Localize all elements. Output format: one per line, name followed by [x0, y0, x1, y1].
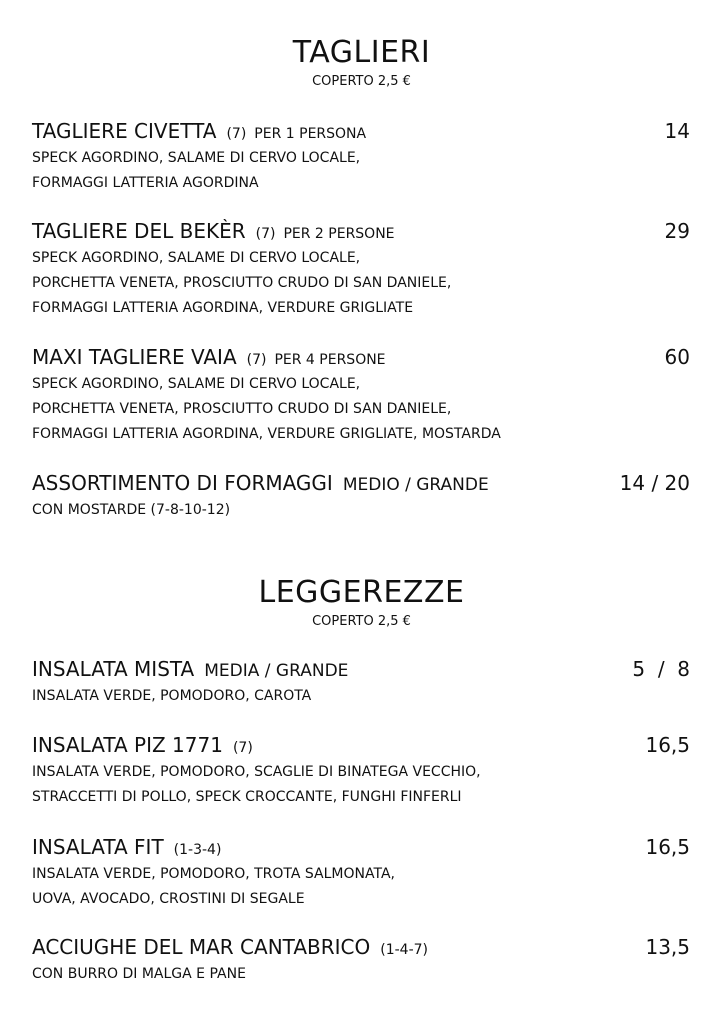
item-description	[32, 146, 692, 196]
item-variant: MEDIA / GRANDE	[204, 661, 349, 681]
description-line: SPECK AGORDINO, SALAME DI CERVO LOCALE,	[32, 376, 361, 392]
item-description	[32, 498, 692, 523]
item-price: 14	[664, 119, 690, 143]
description-line: SPECK AGORDINO, SALAME DI CERVO LOCALE,	[32, 150, 361, 166]
item-price: 16,5	[645, 835, 690, 859]
menu-item-assortimento-formaggi	[32, 470, 692, 523]
description-line: PORCHETTA VENETA, PROSCIUTTO CRUDO DI SAN DANIELE,	[32, 401, 452, 417]
coperto-note: COPERTO 2,5 €	[312, 74, 411, 89]
item-price: 13,5	[645, 935, 690, 959]
item-allergens: (7)	[232, 740, 253, 756]
menu-item-tagliere-civetta	[32, 118, 692, 196]
description-line: CON MOSTARDE (7-8-10-12)	[32, 502, 231, 518]
item-name: ACCIUGHE DEL MAR CANTABRICO	[32, 935, 371, 959]
item-price: 16,5	[645, 733, 690, 757]
item-description	[32, 684, 692, 709]
item-variant: MEDIO / GRANDE	[342, 475, 489, 495]
menu-item-insalata-piz-1771	[32, 732, 692, 810]
section-leggerezze	[0, 576, 723, 630]
item-allergens: (7)	[226, 126, 247, 142]
item-description	[32, 372, 692, 447]
item-description	[32, 760, 692, 810]
item-description	[32, 962, 692, 987]
description-line: CON BURRO DI MALGA E PANE	[32, 966, 246, 982]
item-portion: PER 2 PERSONE	[283, 226, 395, 242]
item-allergens: (1-4-7)	[380, 942, 428, 958]
item-portion: PER 1 PERSONA	[254, 126, 367, 142]
item-price: 29	[664, 219, 690, 243]
item-name: INSALATA PIZ 1771	[32, 733, 223, 757]
section-title: TAGLIERI	[292, 35, 431, 70]
coperto-note: COPERTO 2,5 €	[312, 614, 411, 629]
description-line: FORMAGGI LATTERIA AGORDINA	[32, 175, 259, 191]
section-taglieri	[0, 36, 723, 90]
description-line: FORMAGGI LATTERIA AGORDINA, VERDURE GRIGLIATE	[32, 300, 414, 316]
item-portion: PER 4 PERSONE	[274, 352, 386, 368]
item-description	[32, 862, 692, 912]
item-name: TAGLIERE CIVETTA	[32, 119, 217, 143]
description-line: UOVA, AVOCADO, CROSTINI DI SEGALE	[32, 891, 305, 907]
menu-item-insalata-fit	[32, 834, 692, 912]
item-name: MAXI TAGLIERE VAIA	[32, 345, 237, 369]
description-line: INSALATA VERDE, POMODORO, CAROTA	[32, 688, 312, 704]
item-price: 14 / 20	[619, 471, 690, 495]
item-price: 5 / 8	[632, 657, 690, 681]
description-line: INSALATA VERDE, POMODORO, SCAGLIE DI BINATEGA VECCHIO,	[32, 764, 481, 780]
menu-item-insalata-mista	[32, 656, 692, 709]
menu-item-maxi-tagliere-vaia	[32, 344, 692, 447]
item-allergens: (7)	[255, 226, 276, 242]
item-allergens: (1-3-4)	[173, 842, 222, 858]
item-name: INSALATA FIT	[32, 835, 164, 859]
description-line: PORCHETTA VENETA, PROSCIUTTO CRUDO DI SAN DANIELE,	[32, 275, 452, 291]
item-price: 60	[664, 345, 690, 369]
item-allergens: (7)	[246, 352, 267, 368]
section-title: LEGGEREZZE	[258, 575, 465, 610]
item-name: TAGLIERE DEL BEKÈR	[32, 219, 246, 243]
menu-item-tagliere-del-beker	[32, 218, 692, 321]
description-line: INSALATA VERDE, POMODORO, TROTA SALMONATA,	[32, 866, 395, 882]
description-line: STRACCETTI DI POLLO, SPECK CROCCANTE, FUNGHI FINFERLI	[32, 789, 462, 805]
item-description	[32, 246, 692, 321]
description-line: FORMAGGI LATTERIA AGORDINA, VERDURE GRIGLIATE, MOSTARDA	[32, 426, 501, 442]
description-line: SPECK AGORDINO, SALAME DI CERVO LOCALE,	[32, 250, 361, 266]
menu-item-acciughe	[32, 934, 692, 987]
item-name: ASSORTIMENTO DI FORMAGGI	[32, 471, 333, 495]
item-name: INSALATA MISTA	[32, 657, 195, 681]
